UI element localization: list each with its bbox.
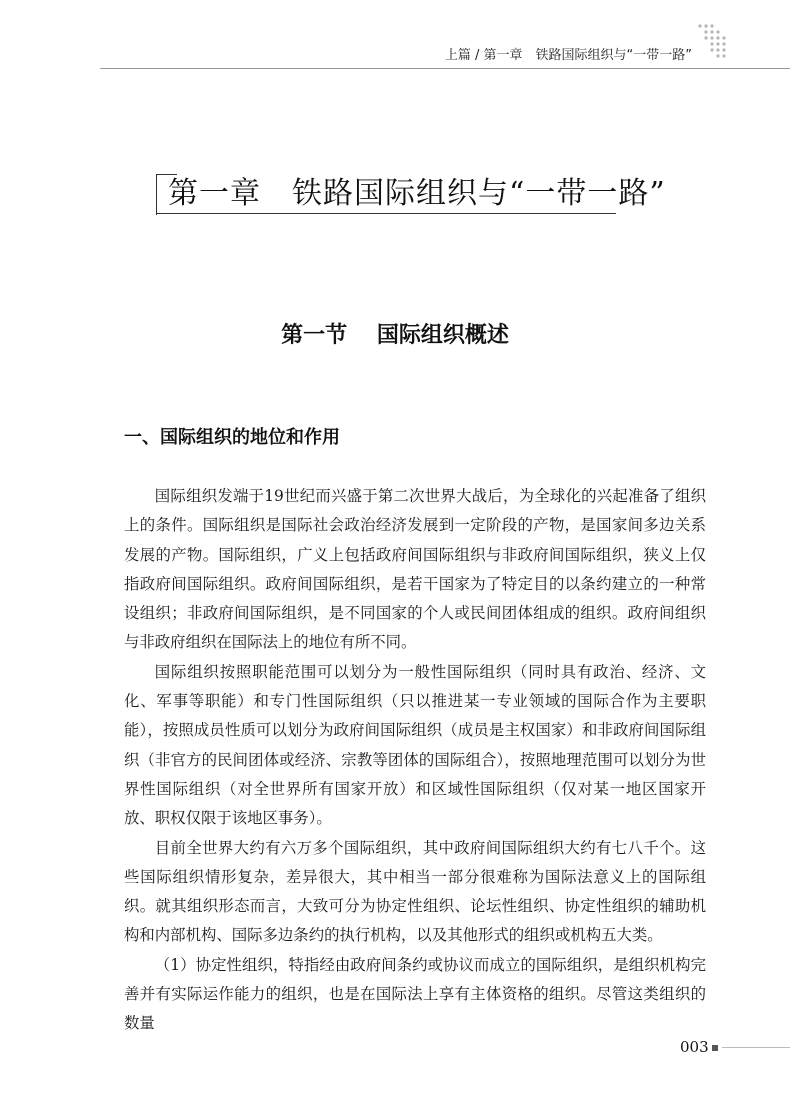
dot-grid-ornament — [694, 22, 726, 62]
paragraph: 国际组织按照职能范围可以划分为一般性国际组织（同时具有政治、经济、文化、军事等职能）和专门性国际组织（只以推进某一专业领域的国际合作为主要职能），按照成员性质可以划分为政府间国际组织（成员是主权国家）和非政府间国际组织（非官方的民间团体或经济、宗教等团体的国际组合），按照地理范围可以划分为世界性国际组织（对全世界所有国家开放）和区域性国际组织（仅对某一地区国家开放、职权仅限于该地区事务）。 — [124, 662, 706, 828]
paragraph: 目前全世界大约有六万多个国际组织，其中政府间国际组织大约有七八千个。这些国际组织情形复杂，差异很大，其中相当一部分很难称为国际法意义上的国际组织。就其组织形态而言，大致可分为协定性组织、论坛性组织、协定性组织的辅助机构和内部机构、国际多边条约的执行机构，以及其他形式的组织或机构五大类。 — [124, 838, 706, 945]
chapter-title-block — [148, 166, 666, 214]
subsection-title: 一、国际组织的地位和作用 — [124, 427, 340, 448]
header-rule — [100, 68, 790, 69]
section-title: 第一节 国际组织概述 — [281, 323, 509, 348]
chapter-bracket-bottom — [156, 213, 616, 214]
page-number: 003 — [680, 1038, 709, 1056]
page-number-marker — [712, 1045, 718, 1051]
footer-rule — [722, 1047, 790, 1048]
paragraph: 国际组织发端于19世纪而兴盛于第二次世界大战后，为全球化的兴起准备了组织上的条件。国际组织是国际社会政治经济发展到一定阶段的产物，是国家间多边关系发展的产物。国际组织，广义上包括政府间国际组织与非政府间国际组织，狭义上仅指政府间国际组织。政府间国际组织，是若干国家为了特定目的以条约建立的一种常设组织；非政府间国际组织，是不同国家的个人或民间团体组成的组织。政府间组织与非政府组织在国际法上的地位有所不同。 — [124, 487, 706, 652]
chapter-title: 第一章 铁路国际组织与“一带一路” — [168, 176, 666, 211]
running-header: 上篇 / 第一章 铁路国际组织与“一带一路” — [444, 48, 692, 63]
body-text — [124, 482, 706, 1039]
paragraph: （1）协定性组织，特指经由政府间条约或协议而成立的国际组织，是组织机构完善并有实际运作能力的组织，也是在国际法上享有主体资格的组织。尽管这类组织的数量 — [124, 955, 706, 1033]
